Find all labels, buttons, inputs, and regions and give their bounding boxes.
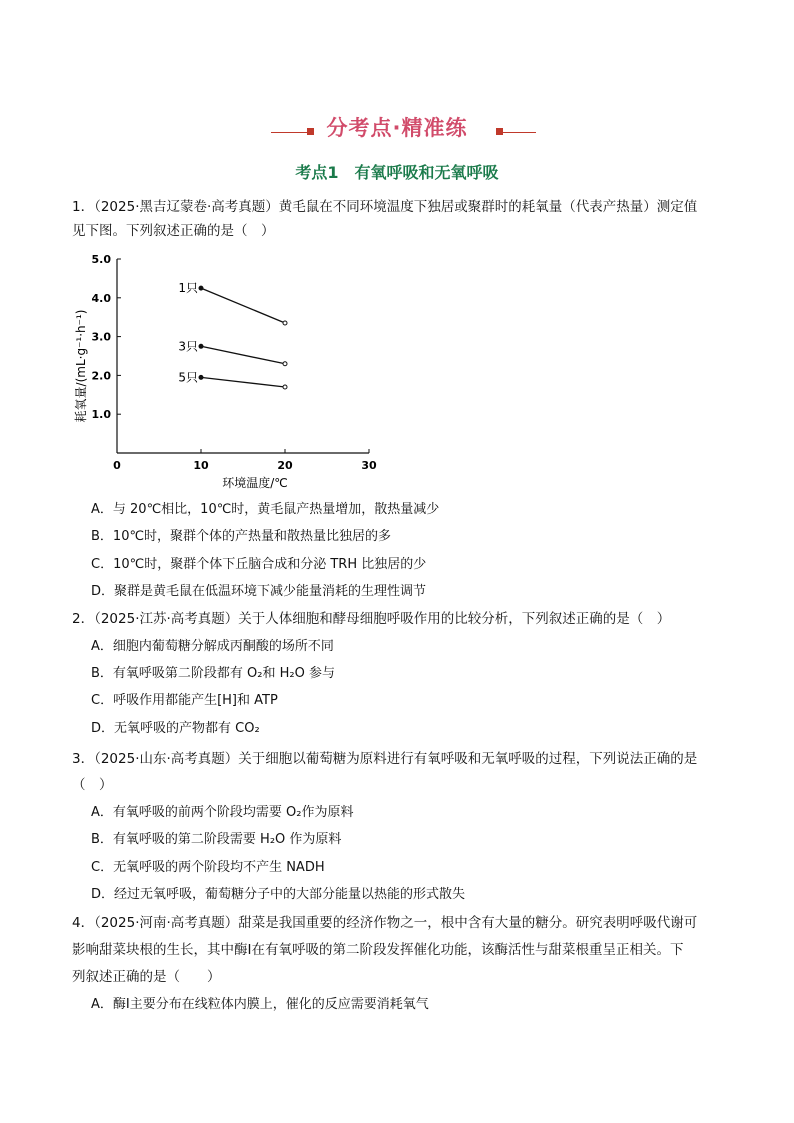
question-3-option-d: D．经过无氧呼吸，葡萄糖分子中的大部分能量以热能的形式散失 bbox=[91, 887, 466, 902]
y-tick-label: 5.0 bbox=[91, 253, 111, 266]
series-label-1: 1只 bbox=[178, 281, 198, 296]
series-point bbox=[199, 286, 203, 290]
question-1-option-c: C．10℃时，聚群个体下丘脑合成和分泌 TRH 比独居的少 bbox=[91, 557, 427, 572]
question-3-option-a: A．有氧呼吸的前两个阶段均需要 O₂作为原料 bbox=[91, 805, 354, 820]
x-tick-label: 20 bbox=[277, 459, 293, 472]
x-axis-label: 环境温度/℃ bbox=[222, 476, 288, 490]
x-tick-label: 30 bbox=[361, 459, 377, 472]
header-line-right bbox=[496, 132, 536, 133]
series-label-3: 5只 bbox=[178, 370, 198, 385]
series-label-2: 3只 bbox=[178, 339, 198, 354]
question-4-stem-line2: 影响甜菜块根的生长，其中酶Ⅰ在有氧呼吸的第二阶段发挥催化功能，该酶活性与甜菜根重呈正相关。下 bbox=[72, 942, 684, 958]
y-axis-label: 耗氧量/(mL·g⁻¹·h⁻¹) bbox=[74, 309, 88, 423]
question-3-option-c: C．无氧呼吸的两个阶段均不产生 NADH bbox=[91, 860, 325, 875]
oxygen-consumption-chart bbox=[70, 250, 390, 495]
question-2-option-c: C．呼吸作用都能产生[H]和 ATP bbox=[91, 693, 278, 708]
question-2-option-d: D．无氧呼吸的产物都有 CO₂ bbox=[91, 721, 260, 736]
y-tick-label: 4.0 bbox=[91, 291, 111, 305]
question-1-option-a: A．与 20℃相比，10℃时，黄毛鼠产热量增加，散热量减少 bbox=[91, 502, 440, 517]
series-line-3 bbox=[201, 377, 285, 387]
y-tick-label: 1.0 bbox=[91, 408, 111, 422]
series-point bbox=[199, 344, 203, 348]
question-1-stem-line1: 1．（2025·黑吉辽蒙卷·高考真题）黄毛鼠在不同环境温度下独居或聚群时的耗氧量（代表产热量）测定值 bbox=[72, 199, 698, 215]
question-2-stem: 2．（2025·江苏·高考真题）关于人体细胞和酵母细胞呼吸作用的比较分析，下列叙述正确的是（ ） bbox=[72, 611, 671, 627]
question-2-option-b: B．有氧呼吸第二阶段都有 O₂和 H₂O 参与 bbox=[91, 666, 335, 681]
question-1-option-d: D．聚群是黄毛鼠在低温环境下减少能量消耗的生理性调节 bbox=[91, 584, 427, 599]
question-3-stem-line1: 3．（2025·山东·高考真题）关于细胞以葡萄糖为原料进行有氧呼吸和无氧呼吸的过程，下列说法正确的是 bbox=[72, 751, 698, 767]
page-title: 分考点·精准练 bbox=[326, 116, 468, 140]
x-tick-label: 0 bbox=[113, 459, 121, 472]
question-4-stem-line1: 4．（2025·河南·高考真题）甜菜是我国重要的经济作物之一，根中含有大量的糖分。研究表明呼吸代谢可 bbox=[72, 915, 698, 931]
question-1-option-b: B．10℃时，聚群个体的产热量和散热量比独居的多 bbox=[91, 529, 392, 544]
question-2-option-a: A．细胞内葡萄糖分解成丙酮酸的场所不同 bbox=[91, 639, 334, 654]
x-tick-label: 10 bbox=[193, 459, 209, 472]
question-1-stem-line2: 见下图。下列叙述正确的是（ ） bbox=[72, 223, 275, 239]
y-tick-label: 3.0 bbox=[91, 330, 111, 344]
series-point bbox=[283, 362, 287, 366]
series-line-1 bbox=[201, 288, 285, 323]
series-point bbox=[199, 375, 203, 379]
series-line-2 bbox=[201, 346, 285, 363]
series-point bbox=[283, 321, 287, 325]
y-tick-label: 2.0 bbox=[91, 369, 111, 383]
section-title: 考点1 有氧呼吸和无氧呼吸 bbox=[295, 163, 499, 182]
series-point bbox=[283, 385, 287, 389]
question-4-option-a: A．酶Ⅰ主要分布在线粒体内膜上，催化的反应需要消耗氧气 bbox=[91, 997, 429, 1012]
question-3-stem-line2: （ ） bbox=[72, 777, 113, 793]
question-3-option-b: B．有氧呼吸的第二阶段需要 H₂O 作为原料 bbox=[91, 832, 342, 847]
question-4-stem-line3: 列叙述正确的是（ ） bbox=[72, 969, 221, 985]
